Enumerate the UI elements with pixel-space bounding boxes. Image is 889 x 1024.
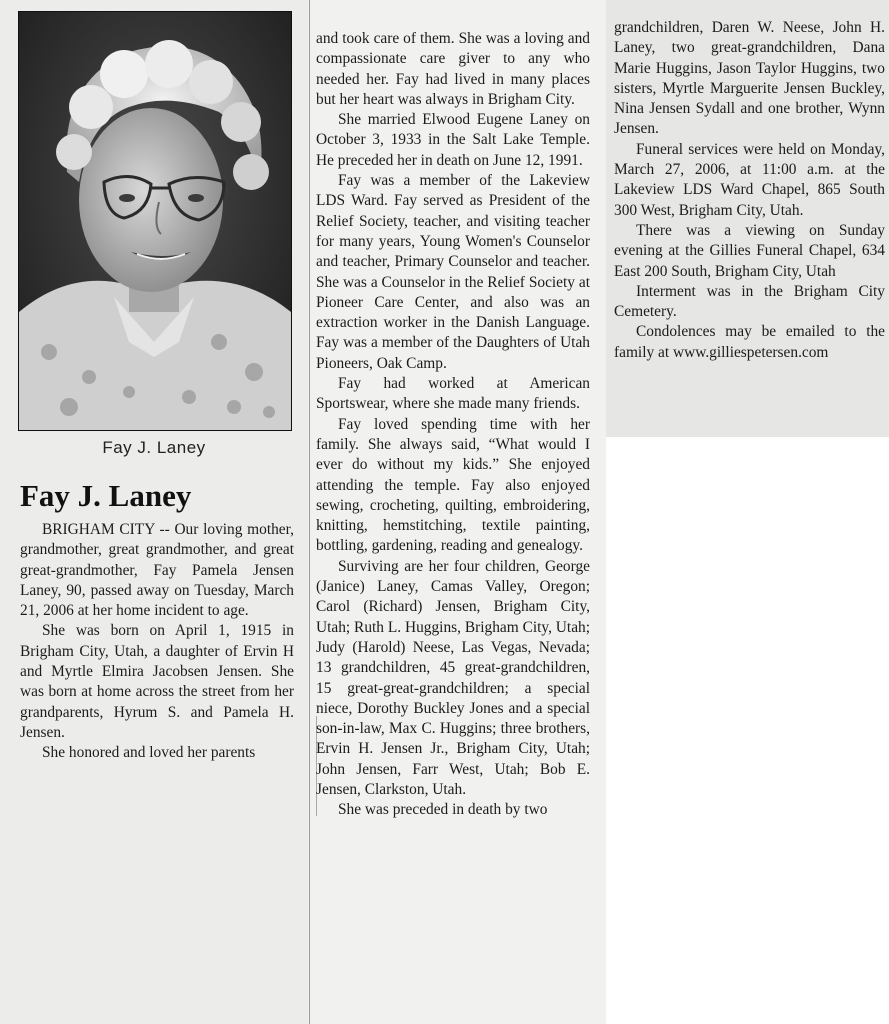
paragraph: Funeral services were held on Monday, March 27, 2006, at 11:00 a.m. at the Lakeview LDS Ward Chapel, 865 South 300 West, Brigham City, Utah. — [614, 140, 885, 219]
paragraph-continued: and took care of them. She was a loving and compassionate care giver to any who needed her. Fay had lived in many places but her heart was always in Brigham City. — [316, 30, 590, 108]
obituary-headline: Fay J. Laney — [20, 478, 192, 513]
column-3 — [614, 18, 885, 363]
paragraph: Fay loved spending time with her family. She always said, “What would I ever do without my kids.” She enjoyed attending the temple. Fay also enjoyed sewing, crocheting, quilting, embroidering, knitting, hemstitching, textile painting, bottling, gardening, reading and genealogy. — [316, 415, 590, 555]
paragraph: She honored and loved her parents — [42, 744, 256, 762]
paragraph: Fay had worked at American Sportswear, where she made many friends. — [316, 375, 590, 413]
paragraph: Interment was in the Brigham City Cemetery. — [614, 282, 885, 321]
paragraph: Surviving are her four children, George (Janice) Laney, Camas Valley, Oregon; Carol (Richard) Jensen, Brigham City, Utah; Ruth L. Huggins, Brigham City, Utah; Judy (Harold) Neese, Las Vegas, Nevada; 13 grandchildren, 45 great-grandchildren, 15 great-great-grandchildren; a special niece, Dorothy Buckley Jones and a special son-in-law, Max C. Huggins; three brothers, Ervin H. Jensen Jr., Brigham City, Utah; John Jensen, Farr West, Utah; Bob E. Jensen, Clarkston, Utah. — [316, 557, 590, 798]
column-2 — [316, 29, 590, 821]
portrait-photo — [18, 11, 292, 431]
paragraph-continued: grandchildren, Daren W. Neese, John H. Laney, two great-grandchildren, Dana Marie Huggins, Jason Taylor Huggins, two sisters, Myrtle Marguerite Jensen Buckley, Nina Jensen Sydall and one brother, Wynn Jensen. — [614, 19, 885, 138]
paragraph: Fay was a member of the Lakeview LDS Ward. Fay served as President of the Relief Society, teacher, and visiting teacher for many years, Young Women's Counselor and teacher, Primary Counselor and teacher. She was a Counselor in the Relief Society at Pioneer Care Center, and also was an extraction worker in the Danish Language. Fay was a member of the Daughters of Utah Pioneers, Oak Camp. — [316, 172, 590, 372]
paragraph: Condolences may be emailed to the family at www.gilliespetersen.com — [614, 323, 885, 361]
photo-caption: Fay J. Laney — [102, 438, 206, 457]
paragraph: She was preceded in death by two — [338, 801, 548, 819]
paragraph: She married Elwood Eugene Laney on October 3, 1933 in the Salt Lake Temple. He preceded her in death on June 12, 1991. — [316, 111, 590, 169]
portrait-illustration — [19, 12, 291, 430]
paragraph: BRIGHAM CITY -- Our loving mother, grandmother, great grandmother, and great great-grandmother, Fay Pamela Jensen Laney, 90, passed away on Tuesday, March 21, 2006 at her home incident to age. — [20, 521, 294, 620]
paragraph: There was a viewing on Sunday evening at the Gillies Funeral Chapel, 634 East 200 South, Brigham City, Utah — [614, 221, 885, 280]
column-1 — [20, 520, 294, 764]
column-rule — [309, 0, 310, 1024]
paragraph: She was born on April 1, 1915 in Brigham City, Utah, a daughter of Ervin H and Myrtle Elmira Jacobsen Jensen. She was born at home across the street from her grandparents, Hyrum S. and Pamela H. Jensen. — [20, 622, 294, 741]
